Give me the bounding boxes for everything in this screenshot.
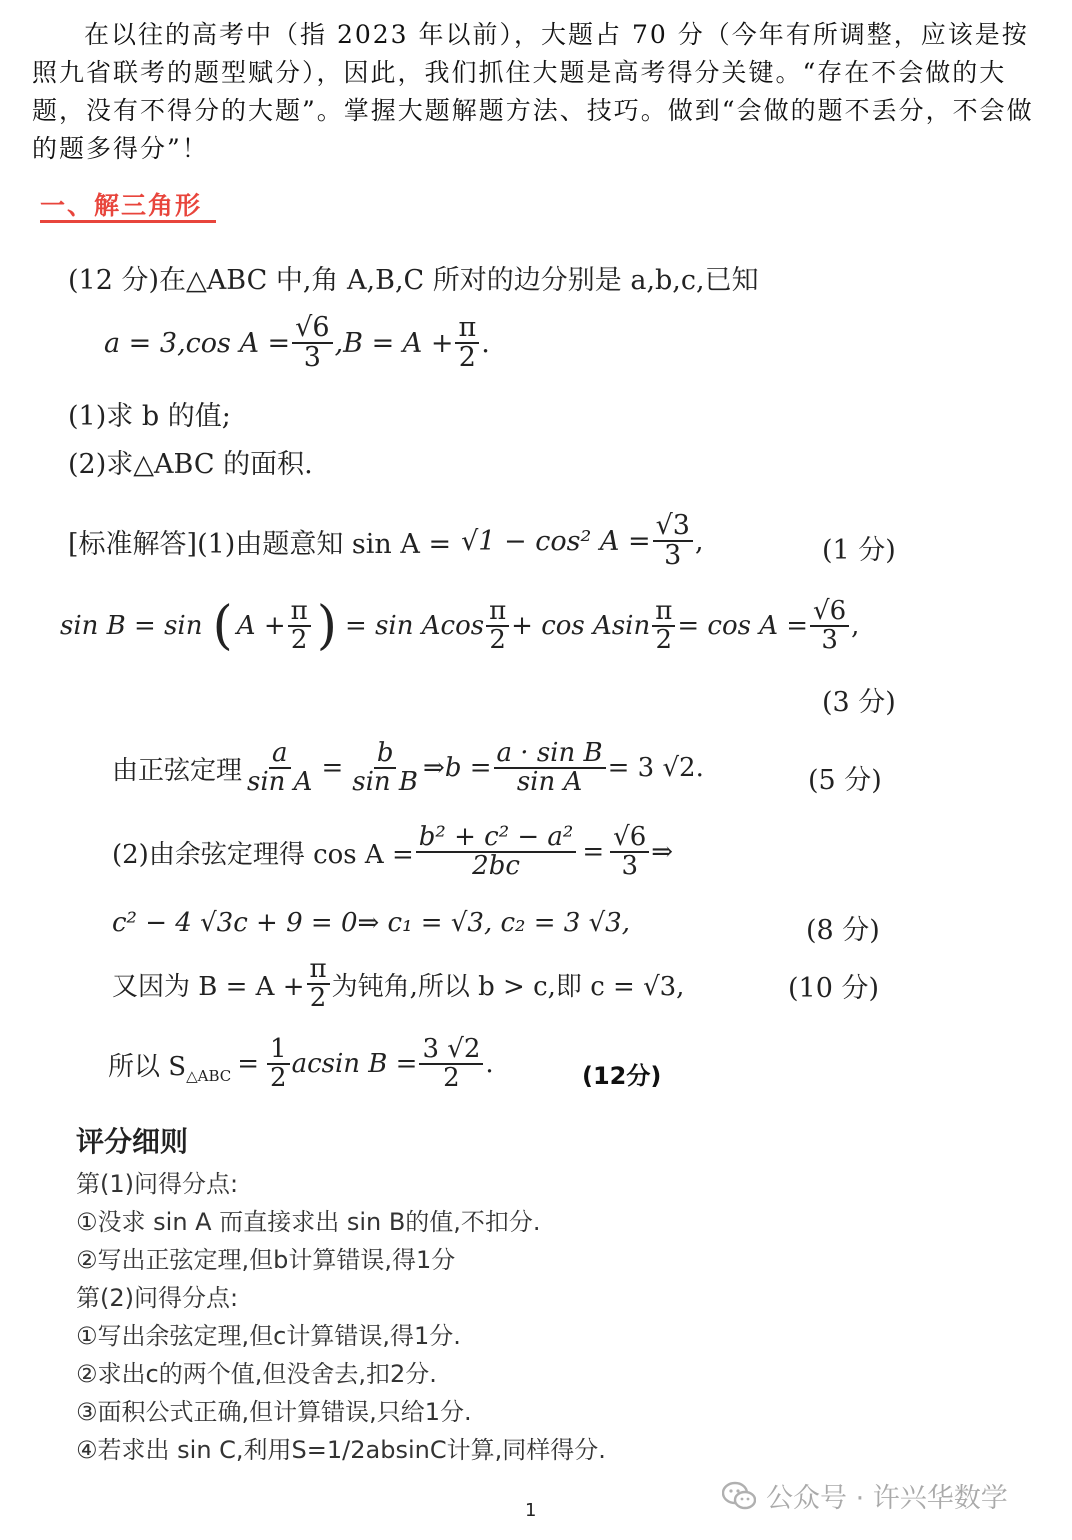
- sinB-inner: A +: [236, 611, 286, 642]
- pi-num-3: π: [652, 598, 675, 627]
- pi-numerator: π: [455, 314, 479, 344]
- frac1-den: sin A: [247, 767, 313, 798]
- question-2: (2)求△ABC 的面积.: [68, 449, 313, 480]
- score-10: (10 分): [788, 973, 880, 1004]
- intro-text: 在以往的高考中（指 2023 年以前），大题占 70 分（今年有所调整，应该是按照九省联考的题型赋分），因此，我们抓住大题是高考得分关键。“存在不会做的大题，没有不得分的大题”。掌握大题解题方法、技巧。做到“会做的题不丢分，不会做的题多得分”！: [32, 20, 1034, 163]
- problem-line-1: (12 分)在△ABC 中,角 A,B,C 所对的边分别是 a,b,c,已知: [68, 265, 759, 296]
- one-half-fraction: [267, 1036, 290, 1093]
- sinA-numerator: √3: [653, 512, 693, 542]
- paren-close: ): [316, 596, 338, 657]
- solution-line-2: [60, 598, 859, 655]
- given-b: ,B = A +: [334, 327, 454, 359]
- half-num: 1: [267, 1036, 290, 1065]
- sinA-root: √1 − cos² A =: [461, 525, 651, 557]
- solution-line-3: [112, 740, 704, 797]
- solution-line-5: c² − 4 √3c + 9 = 0⇒ c₁ = √3, c₂ = 3 √3,: [112, 908, 630, 938]
- sinB-numerator: √6: [810, 598, 849, 627]
- solution-line-7: [108, 1036, 494, 1093]
- area-subscript: △ABC: [186, 1066, 232, 1085]
- score-5: (5 分): [808, 765, 882, 796]
- area-formula: acsin B =: [291, 1049, 418, 1080]
- pi-den-2: 2: [489, 625, 506, 656]
- eq-sign: =: [321, 753, 344, 784]
- half-den: 2: [270, 1063, 287, 1094]
- wechat-icon: [722, 1481, 756, 1511]
- b-result: = 3 √2.: [607, 753, 704, 784]
- frac2-den: sin B: [352, 767, 419, 798]
- page-number: 1: [525, 1500, 537, 1521]
- rubric-item-1: ①没求 sin A 而直接求出 sin B的值,不扣分.: [76, 1208, 541, 1236]
- frac3-num: a · sin B: [494, 740, 606, 769]
- cosine-denominator: 2bc: [472, 851, 520, 882]
- watermark: [722, 1476, 1008, 1515]
- pi-half-2: [486, 598, 509, 655]
- cosA-denominator: 3: [303, 342, 321, 374]
- rubric-part-2: 第(2)问得分点:: [76, 1284, 239, 1312]
- sinB-result: = cos A =: [677, 611, 809, 642]
- sinB-comma: ,: [851, 611, 860, 642]
- area-period: .: [485, 1049, 494, 1080]
- pi-half-1: [288, 598, 311, 655]
- cosA-fraction: [292, 314, 332, 373]
- eq-sign-2: =: [582, 837, 605, 868]
- given-a: a = 3,cos A =: [104, 327, 291, 359]
- standard-answer-label: [标准解答](1)由题意知 sin A =: [68, 528, 452, 560]
- sinA-fraction: [653, 512, 693, 571]
- sinB-expand: = sin Acos: [345, 611, 485, 642]
- intro-paragraph: [32, 16, 1042, 168]
- pi-num-2: π: [486, 598, 509, 627]
- cosine-law-label: (2)由余弦定理得 cos A =: [112, 839, 414, 870]
- area-prefix: 所以 S: [108, 1051, 187, 1082]
- rubric-item-2: ②写出正弦定理,但b计算错误,得1分: [76, 1246, 456, 1274]
- cosA-value-fraction: [610, 824, 649, 881]
- score-1: (1 分): [822, 535, 896, 566]
- implies-b: ⇒b =: [423, 753, 492, 784]
- b-expression: [494, 740, 606, 797]
- a-over-sinA: [244, 740, 315, 797]
- obtuse-prefix: 又因为 B = A +: [112, 971, 305, 1002]
- paren-open: (: [212, 596, 233, 657]
- section-title: 一、解三角形: [40, 191, 203, 220]
- score-3: (3 分): [822, 687, 896, 718]
- sinB-expand-2: + cos Asin: [511, 611, 651, 642]
- b-over-sinB: [349, 740, 421, 797]
- pi-den-1: 2: [290, 625, 308, 656]
- area-result-fraction: [419, 1036, 483, 1093]
- sinB-start: sin B = sin: [60, 611, 203, 642]
- rubric-title: 评分细则: [76, 1125, 189, 1158]
- rubric-item-4: ②求出c的两个值,但没舍去,扣2分.: [76, 1360, 437, 1388]
- given-period: .: [481, 327, 490, 359]
- frac2-num: b: [374, 740, 397, 769]
- sinB-fraction: [810, 598, 849, 655]
- pi-den-4: 2: [309, 983, 327, 1014]
- pi-denominator: 2: [458, 342, 476, 374]
- cosine-numerator: b² + c² − a²: [416, 824, 577, 853]
- area-den: 2: [443, 1063, 460, 1094]
- pi-half-4: [307, 956, 330, 1013]
- cosA-val-den: 3: [621, 851, 638, 882]
- pi-den-3: 2: [655, 625, 673, 656]
- pi-half-fraction: [455, 314, 479, 373]
- area-num: 3 √2: [419, 1036, 483, 1065]
- pi-half-3: [652, 598, 675, 655]
- score-12: (12分): [582, 1062, 662, 1090]
- score-8: (8 分): [806, 915, 880, 946]
- question-1: (1)求 b 的值;: [68, 401, 231, 432]
- frac3-den: sin A: [516, 767, 583, 798]
- frac1-num: a: [269, 740, 291, 769]
- cosA-numerator: √6: [292, 314, 332, 344]
- cosA-val-num: √6: [610, 824, 649, 853]
- solution-line-6: [112, 956, 684, 1013]
- sinA-denominator: 3: [664, 540, 682, 572]
- pi-num-1: π: [288, 598, 311, 627]
- rubric-item-5: ③面积公式正确,但计算错误,只给1分.: [76, 1398, 472, 1426]
- implies-arrow: ⇒: [651, 837, 674, 868]
- section-underline: [40, 220, 216, 223]
- rubric-item-6: ④若求出 sin C,利用S=1/2absinC计算,同样得分.: [76, 1436, 606, 1464]
- sinA-comma: ,: [694, 525, 704, 557]
- rubric-part-1: 第(1)问得分点:: [76, 1170, 239, 1198]
- watermark-text: 公众号 · 许兴华数学: [766, 1483, 1008, 1514]
- solution-line-4: [112, 824, 673, 881]
- problem-given: [104, 314, 490, 373]
- solution-line-1: [68, 512, 704, 571]
- obtuse-conclusion: 为钝角,所以 b > c,即 c = √3,: [331, 971, 685, 1002]
- sinB-denominator: 3: [821, 625, 838, 656]
- eq-sign-3: =: [237, 1049, 260, 1080]
- sine-law-label: 由正弦定理: [112, 755, 243, 786]
- pi-num-4: π: [307, 956, 330, 985]
- rubric-item-3: ①写出余弦定理,但c计算错误,得1分.: [76, 1322, 461, 1350]
- cosine-fraction: [416, 824, 577, 881]
